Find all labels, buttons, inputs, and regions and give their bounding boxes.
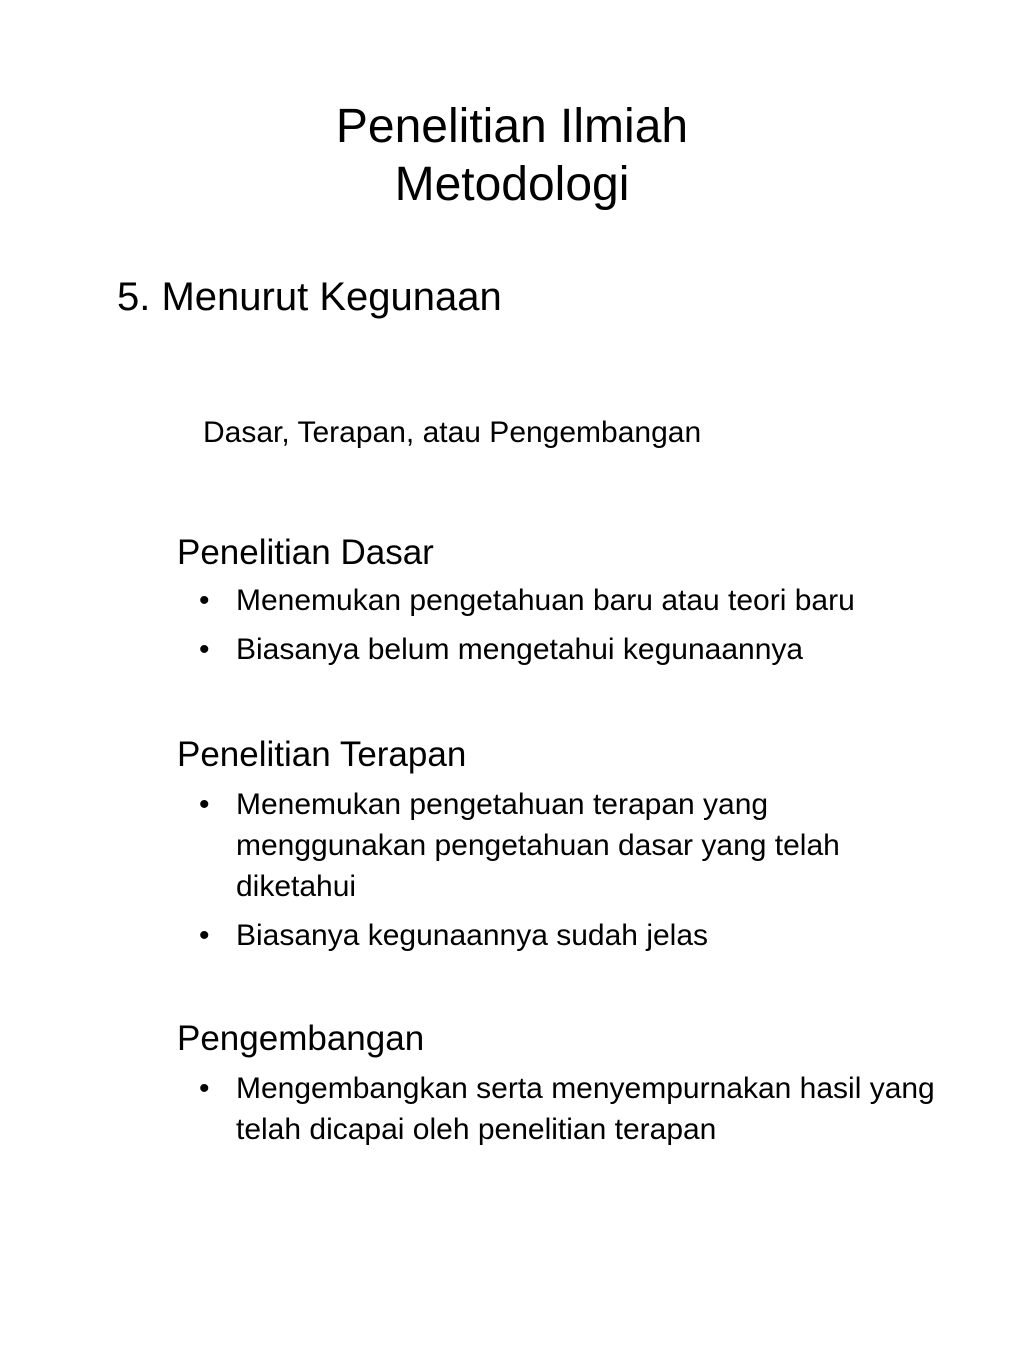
bullet-dot: • [199,633,210,666]
group-pengembangan [177,1018,977,1150]
slide-title [0,98,1024,214]
bullet-dot: • [199,788,210,821]
bullet-dot: • [199,919,210,952]
bullet-item [177,1068,956,1150]
bullet-list [177,784,977,956]
bullet-list [177,1068,977,1150]
bullet-item [177,580,956,621]
bullet-item [177,784,956,907]
group-heading: Pengembangan [177,1019,425,1058]
bullet-text: Menemukan pengetahuan terapan yang menggunakan pengetahuan dasar yang telah diketahui [236,788,840,903]
bullet-item [177,915,956,956]
bullet-text: Biasanya belum mengetahui kegunaannya [236,633,804,666]
bullet-dot: • [199,584,210,617]
bullet-text: Mengembangkan serta menyempurnakan hasil yang telah dicapai oleh penelitian terapan [236,1072,935,1146]
section-heading: 5. Menurut Kegunaan [117,275,502,319]
slide-title-line-2: Metodologi [394,158,630,211]
slide-title-line-1: Penelitian Ilmiah [335,100,689,153]
group-penelitian-terapan [177,734,977,956]
bullet-item [177,629,956,670]
group-heading: Penelitian Dasar [177,533,434,572]
group-penelitian-dasar [177,532,977,670]
section-subtitle: Dasar, Terapan, atau Pengembangan [203,416,702,449]
bullet-list [177,580,977,670]
bullet-text: Menemukan pengetahuan baru atau teori baru [236,584,855,617]
bullet-text: Biasanya kegunaannya sudah jelas [236,919,709,952]
bullet-dot: • [199,1072,210,1105]
group-heading: Penelitian Terapan [177,735,467,774]
